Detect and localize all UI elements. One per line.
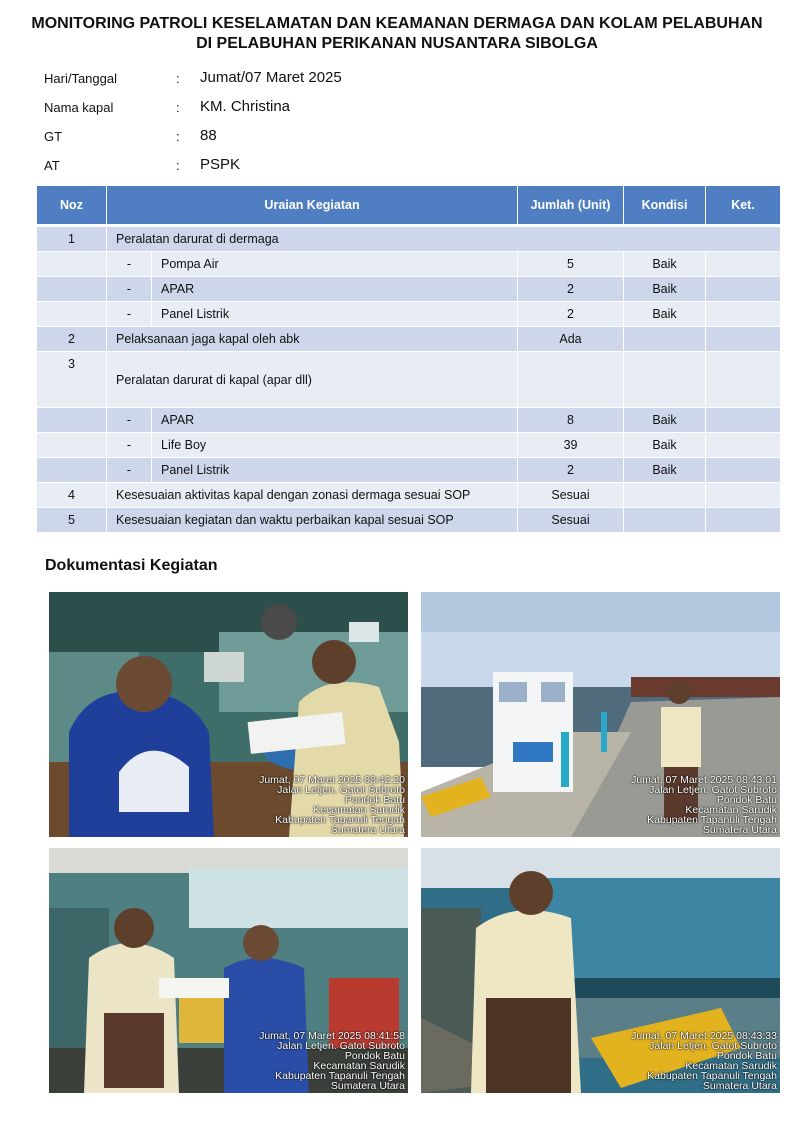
cell-jumlah: 2 [518, 277, 624, 302]
photo-2 [421, 592, 780, 837]
stamp-line: Kabupaten Tapanuli Tengah [647, 1070, 777, 1082]
cell-uraian: Peralatan darurat di kapal (apar dll) [107, 352, 518, 408]
stamp-line: Jalan Letjen. Gatot Subroto [277, 784, 405, 796]
info-colon: : [176, 158, 180, 173]
header-ket: Ket. [706, 186, 781, 226]
cell-uraian: Kesesuaian aktivitas kapal dengan zonasi dermaga sesuai SOP [107, 483, 518, 508]
photo-stamp [259, 775, 405, 835]
cell-ket [706, 458, 781, 483]
table-row [37, 508, 781, 533]
title-line-1: MONITORING PATROLI KESELAMATAN DAN KEAMANAN DERMAGA DAN KOLAM PELABUHAN [31, 15, 763, 32]
cell-uraian: Pompa Air [152, 252, 518, 277]
cell-ket [706, 252, 781, 277]
cell-dash: - [107, 302, 152, 327]
photo-stamp [631, 1031, 777, 1091]
cell-ket [706, 483, 781, 508]
stamp-line: Jalan Letjen. Gatot Subroto [649, 1040, 777, 1052]
table-row [37, 352, 781, 408]
photo-3 [49, 848, 408, 1093]
stamp-line: Pondok Batu [344, 794, 405, 806]
table-row [37, 483, 781, 508]
header-uraian: Uraian Kegiatan [107, 186, 518, 226]
photo-4 [421, 848, 780, 1093]
stamp-line: Jalan Letjen. Gatot Subroto [277, 1040, 405, 1052]
cell-no: 4 [37, 483, 107, 508]
cell-kondisi: Baik [624, 302, 706, 327]
cell-kondisi [624, 352, 706, 408]
table-row [37, 226, 781, 252]
cell-dash: - [107, 458, 152, 483]
cell-ket [706, 508, 781, 533]
cell-kondisi: Baik [624, 433, 706, 458]
stamp-time: Jumat, 07 Maret 2025 08:41:58 [259, 1030, 405, 1042]
table-row [37, 458, 781, 483]
stamp-line: Kabupaten Tapanuli Tengah [275, 814, 405, 826]
photo-stamp [259, 1031, 405, 1091]
cell-no: 2 [37, 327, 107, 352]
cell-no: 3 [37, 352, 107, 408]
info-label: Nama kapal [44, 100, 114, 115]
table-row [37, 252, 781, 277]
info-label: GT [44, 129, 63, 144]
stamp-line: Kecamatan Sarudik [685, 1060, 777, 1072]
info-value: KM. Christina [200, 98, 291, 115]
info-value: 88 [200, 127, 217, 144]
section-title: Dokumentasi Kegiatan [45, 557, 218, 574]
header-jumlah: Jumlah (Unit) [518, 186, 624, 226]
cell-dash: - [107, 408, 152, 433]
cell-uraian: Panel Listrik [152, 302, 518, 327]
table-row [37, 433, 781, 458]
cell-kondisi: Baik [624, 277, 706, 302]
stamp-time: Jumat, 07 Maret 2025 08:42:20 [259, 774, 405, 786]
info-value: Jumat/07 Maret 2025 [200, 69, 342, 86]
table-header-row [37, 186, 781, 226]
stamp-line: Sumatera Utara [702, 1080, 777, 1092]
cell-kondisi: Baik [624, 408, 706, 433]
cell-uraian: Pelaksanaan jaga kapal oleh abk [107, 327, 518, 352]
cell-kondisi [624, 508, 706, 533]
cell-kondisi: Baik [624, 458, 706, 483]
cell-kondisi: Baik [624, 252, 706, 277]
cell-uraian: APAR [152, 408, 518, 433]
stamp-line: Kabupaten Tapanuli Tengah [275, 1070, 405, 1082]
info-colon: : [176, 71, 180, 86]
cell-jumlah: Sesuai [518, 483, 624, 508]
cell-jumlah [518, 352, 624, 408]
cell-dash: - [107, 277, 152, 302]
cell-dash: - [107, 433, 152, 458]
cell-uraian: Kesesuaian kegiatan dan waktu perbaikan kapal sesuai SOP [107, 508, 518, 533]
stamp-line: Kabupaten Tapanuli Tengah [647, 814, 777, 826]
header-no: Noz [37, 186, 107, 226]
cell-ket [706, 277, 781, 302]
cell-kondisi [624, 483, 706, 508]
cell-kondisi [624, 327, 706, 352]
cell-jumlah: 5 [518, 252, 624, 277]
stamp-line: Pondok Batu [344, 1050, 405, 1062]
info-value: PSPK [200, 156, 241, 173]
stamp-line: Pondok Batu [716, 1050, 777, 1062]
stamp-line: Sumatera Utara [702, 824, 777, 836]
table-row [37, 408, 781, 433]
cell-jumlah: 2 [518, 302, 624, 327]
cell-ket [706, 352, 781, 408]
table-row [37, 277, 781, 302]
header-kondisi: Kondisi [624, 186, 706, 226]
cell-ket [706, 433, 781, 458]
stamp-line: Kecamatan Sarudik [313, 804, 405, 816]
stamp-line: Sumatera Utara [330, 1080, 405, 1092]
cell-jumlah: Ada [518, 327, 624, 352]
info-colon: : [176, 100, 180, 115]
stamp-time: Jumat, 07 Maret 2025 08:43:01 [631, 774, 777, 786]
info-label: AT [44, 158, 60, 173]
cell-dash: - [107, 252, 152, 277]
cell-uraian: APAR [152, 277, 518, 302]
table-row [37, 327, 781, 352]
document-title [0, 14, 794, 54]
cell-ket [706, 408, 781, 433]
photo-stamp [631, 775, 777, 835]
monitoring-table [36, 185, 781, 533]
title-line-2: DI PELABUHAN PERIKANAN NUSANTARA SIBOLGA [196, 35, 598, 52]
cell-uraian: Peralatan darurat di dermaga [107, 226, 781, 252]
stamp-line: Kecamatan Sarudik [685, 804, 777, 816]
cell-jumlah: 2 [518, 458, 624, 483]
cell-uraian: Panel Listrik [152, 458, 518, 483]
table-row [37, 302, 781, 327]
cell-jumlah: 8 [518, 408, 624, 433]
stamp-line: Sumatera Utara [330, 824, 405, 836]
cell-uraian: Life Boy [152, 433, 518, 458]
info-label: Hari/Tanggal [44, 71, 117, 86]
cell-ket [706, 327, 781, 352]
cell-jumlah: 39 [518, 433, 624, 458]
info-colon: : [176, 129, 180, 144]
stamp-line: Jalan Letjen. Gatot Subroto [649, 784, 777, 796]
cell-jumlah: Sesuai [518, 508, 624, 533]
cell-ket [706, 302, 781, 327]
cell-no: 5 [37, 508, 107, 533]
stamp-time: Jumat, 07 Maret 2025 08:43:33 [631, 1030, 777, 1042]
stamp-line: Pondok Batu [716, 794, 777, 806]
stamp-line: Kecamatan Sarudik [313, 1060, 405, 1072]
cell-no: 1 [37, 226, 107, 252]
photo-1 [49, 592, 408, 837]
